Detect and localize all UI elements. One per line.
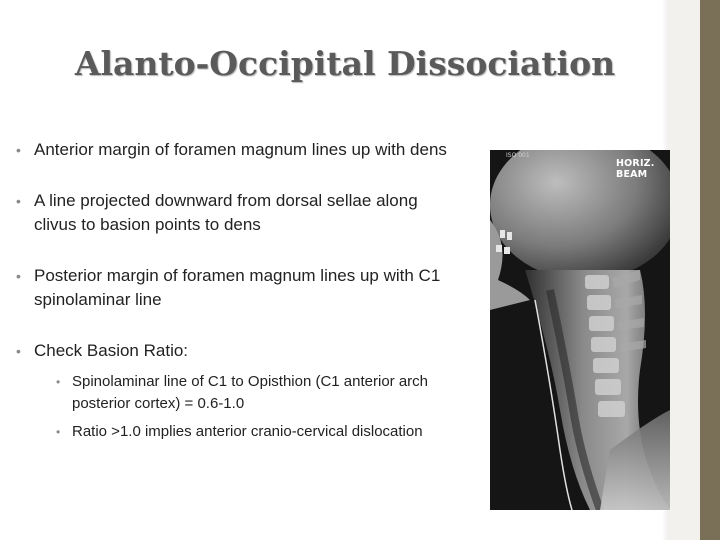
- bullet-marker: •: [16, 142, 21, 158]
- bullet-marker: •: [16, 343, 21, 359]
- bullet-text: Posterior margin of foramen magnum lines up with C1 spinolaminar line: [34, 266, 441, 309]
- sub-bullet-text: Ratio >1.0 implies anterior cranio-cervical dislocation: [72, 423, 423, 440]
- bullet-text: Check Basion Ratio:: [34, 341, 189, 360]
- bullet-item: [14, 264, 464, 312]
- bullet-list: [14, 138, 464, 449]
- xray-label: HORIZ. BEAM: [616, 158, 655, 180]
- sub-bullet-item: [54, 421, 464, 443]
- slide-title: Alanto-Occipital Dissociation: [74, 44, 616, 83]
- xray-illustration: [490, 150, 670, 510]
- bullet-text: Anterior margin of foramen magnum lines up with dens: [34, 140, 447, 159]
- sub-bullet-text: Spinolaminar line of C1 to Opisthion (C1 anterior arch posterior cortex) = 0.6-1.0: [72, 373, 429, 412]
- bullet-item: [14, 138, 464, 162]
- bullet-text: A line projected downward from dorsal sellae along clivus to basion points to dens: [34, 191, 418, 234]
- bullet-item: [14, 339, 464, 363]
- bullet-marker: •: [16, 193, 21, 209]
- bullet-marker: •: [56, 425, 61, 439]
- xray-corner-tag: ISO 001: [506, 152, 530, 159]
- side-accent-bar: [700, 0, 720, 540]
- sub-bullet-list: [14, 371, 464, 443]
- bullet-item: [14, 189, 464, 237]
- sub-bullet-item: [54, 371, 464, 415]
- bullet-marker: •: [56, 375, 61, 389]
- bullet-marker: •: [16, 268, 21, 284]
- cervical-spine-xray-image: [490, 150, 670, 510]
